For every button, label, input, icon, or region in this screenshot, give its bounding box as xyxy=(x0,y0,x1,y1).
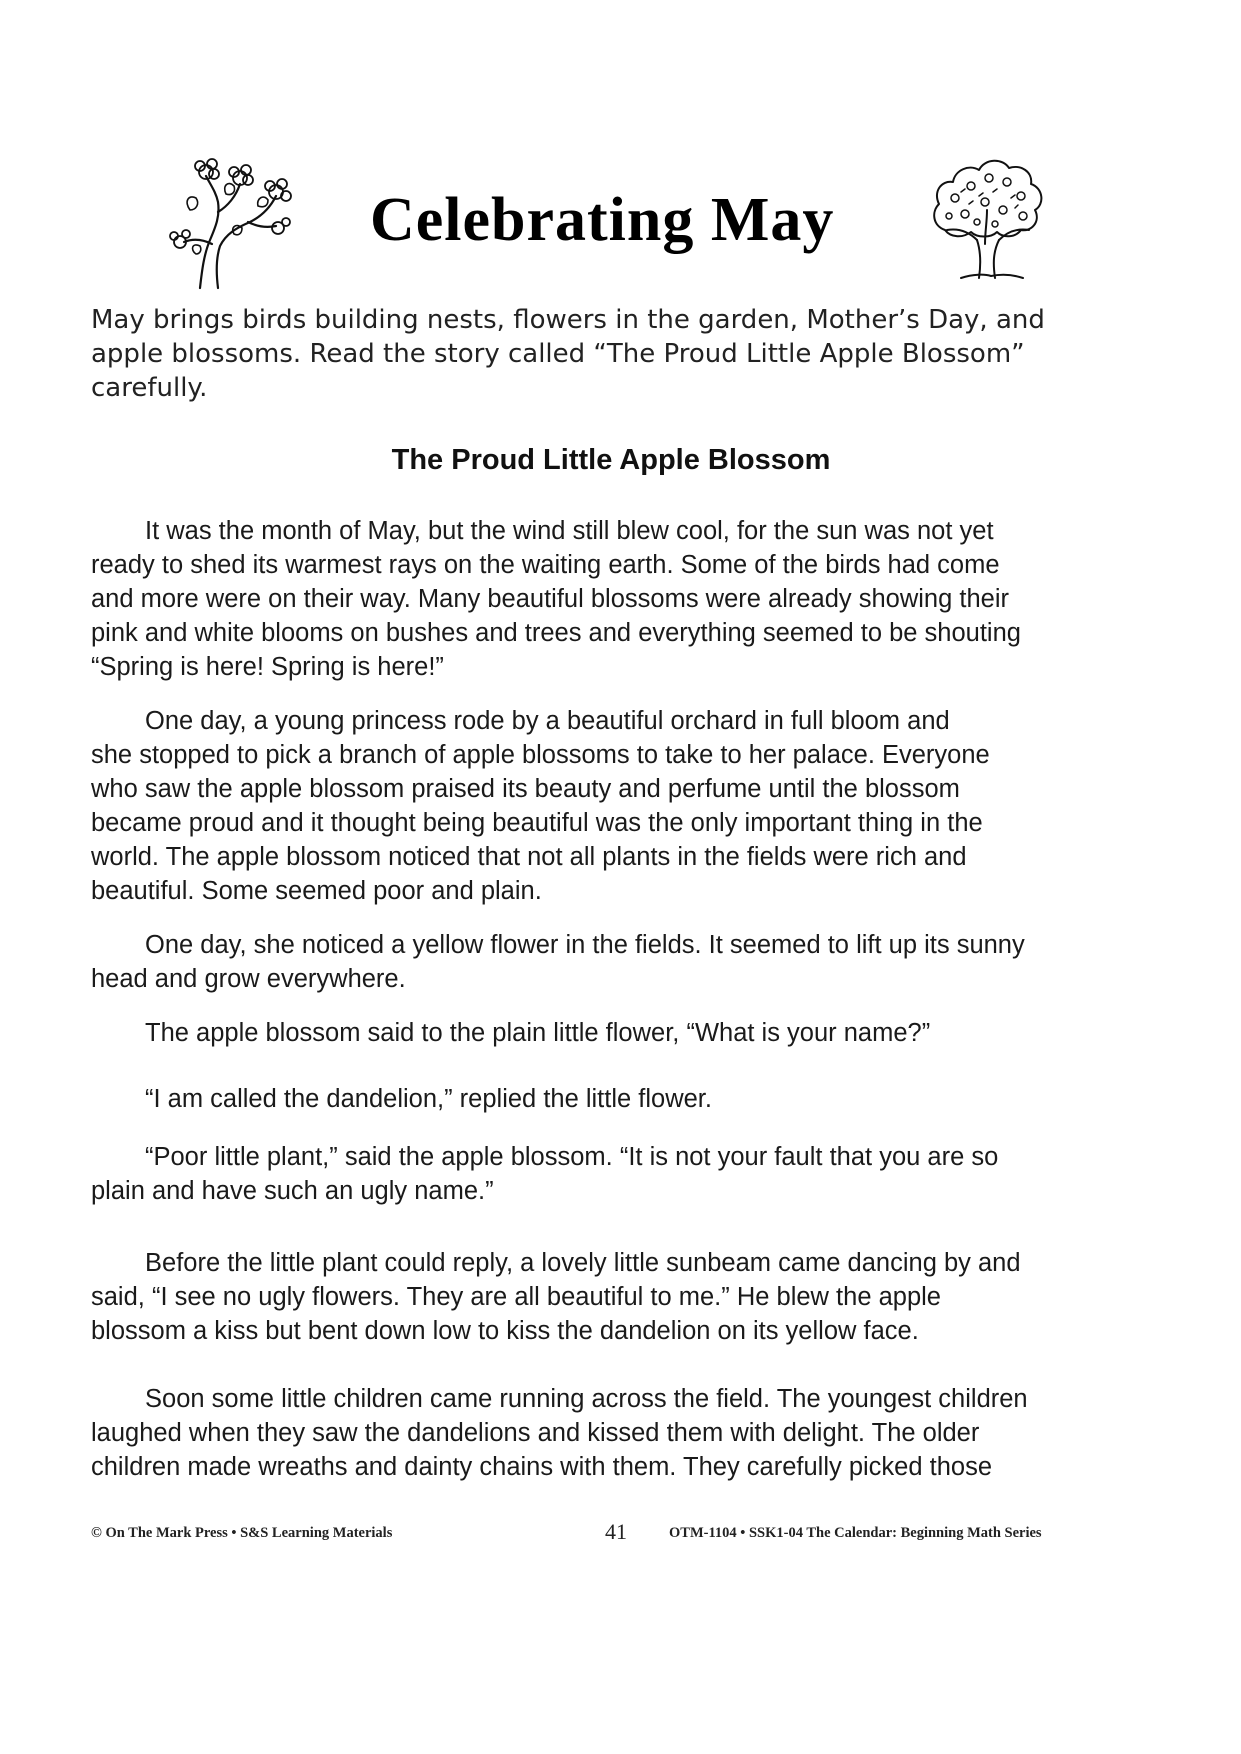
story-line: beautiful. Some seemed poor and plain. xyxy=(91,877,542,905)
story-line: became proud and it thought being beautiful was the only important thing in the xyxy=(91,809,983,837)
story-line: Before the little plant could reply, a lovely little sunbeam came dancing by and xyxy=(145,1249,1021,1277)
story-line: pink and white blooms on bushes and trees and everything seemed to be shouting xyxy=(91,619,1021,647)
footer-series: OTM-1104 • SSK1-04 The Calendar: Beginning Math Series xyxy=(669,1525,1042,1541)
apple-blossom-branch-icon xyxy=(160,150,300,290)
story-line: One day, she noticed a yellow flower in the fields. It seemed to lift up its sunny xyxy=(145,931,1025,959)
footer-publisher: © On The Mark Press • S&S Learning Materials xyxy=(91,1525,393,1541)
story-line: ready to shed its warmest rays on the waiting earth. Some of the birds had come xyxy=(91,551,1000,579)
story-line: It was the month of May, but the wind still blew cool, for the sun was not yet xyxy=(145,517,994,545)
story-line: head and grow everywhere. xyxy=(91,965,406,993)
intro-line: carefully. xyxy=(91,373,208,403)
intro-line: apple blossoms. Read the story called “The Proud Little Apple Blossom” xyxy=(91,339,1025,369)
story-line: The apple blossom said to the plain little flower, “What is your name?” xyxy=(145,1019,931,1047)
story-line: said, “I see no ugly flowers. They are all beautiful to me.” He blew the apple xyxy=(91,1283,941,1311)
story-line: children made wreaths and dainty chains with them. They carefully picked those xyxy=(91,1453,993,1481)
intro-text xyxy=(91,303,1121,405)
story-paragraph xyxy=(91,1140,1141,1208)
story-paragraph xyxy=(91,1382,1141,1484)
story-paragraph xyxy=(91,1246,1141,1348)
story-line: who saw the apple blossom praised its beauty and perfume until the blossom xyxy=(91,775,960,803)
story-line: “I am called the dandelion,” replied the little flower. xyxy=(145,1085,712,1113)
story-line: “Poor little plant,” said the apple blossom. “It is not your fault that you are so xyxy=(145,1143,999,1171)
story-line: blossom a kiss but bent down low to kiss the dandelion on its yellow face. xyxy=(91,1317,919,1345)
story-paragraph xyxy=(91,1016,1141,1050)
page-title: Celebrating May xyxy=(370,186,835,254)
story-line: world. The apple blossom noticed that not all plants in the fields were rich and xyxy=(91,843,967,871)
story-line: Soon some little children came running across the field. The youngest children xyxy=(145,1385,1028,1413)
page-number: 41 xyxy=(605,1519,627,1544)
story-body xyxy=(91,514,1141,1484)
story-title: The Proud Little Apple Blossom xyxy=(391,444,831,476)
apple-tree-icon xyxy=(925,152,1050,282)
story-paragraph xyxy=(91,928,1141,996)
story-line: One day, a young princess rode by a beautiful orchard in full bloom and xyxy=(145,707,950,735)
story-line: laughed when they saw the dandelions and kissed them with delight. The older xyxy=(91,1419,980,1447)
story-line: she stopped to pick a branch of apple blossoms to take to her palace. Everyone xyxy=(91,741,990,769)
story-paragraph xyxy=(91,704,1141,908)
story-line: plain and have such an ugly name.” xyxy=(91,1177,494,1205)
story-line: “Spring is here! Spring is here!” xyxy=(91,653,444,681)
story-line: and more were on their way. Many beautiful blossoms were already showing their xyxy=(91,585,1009,613)
page-footer xyxy=(91,1519,1141,1547)
story-paragraph xyxy=(91,514,1141,684)
story-paragraph xyxy=(91,1082,1141,1116)
intro-line: May brings birds building nests, flowers in the garden, Mother’s Day, and xyxy=(91,305,1045,335)
